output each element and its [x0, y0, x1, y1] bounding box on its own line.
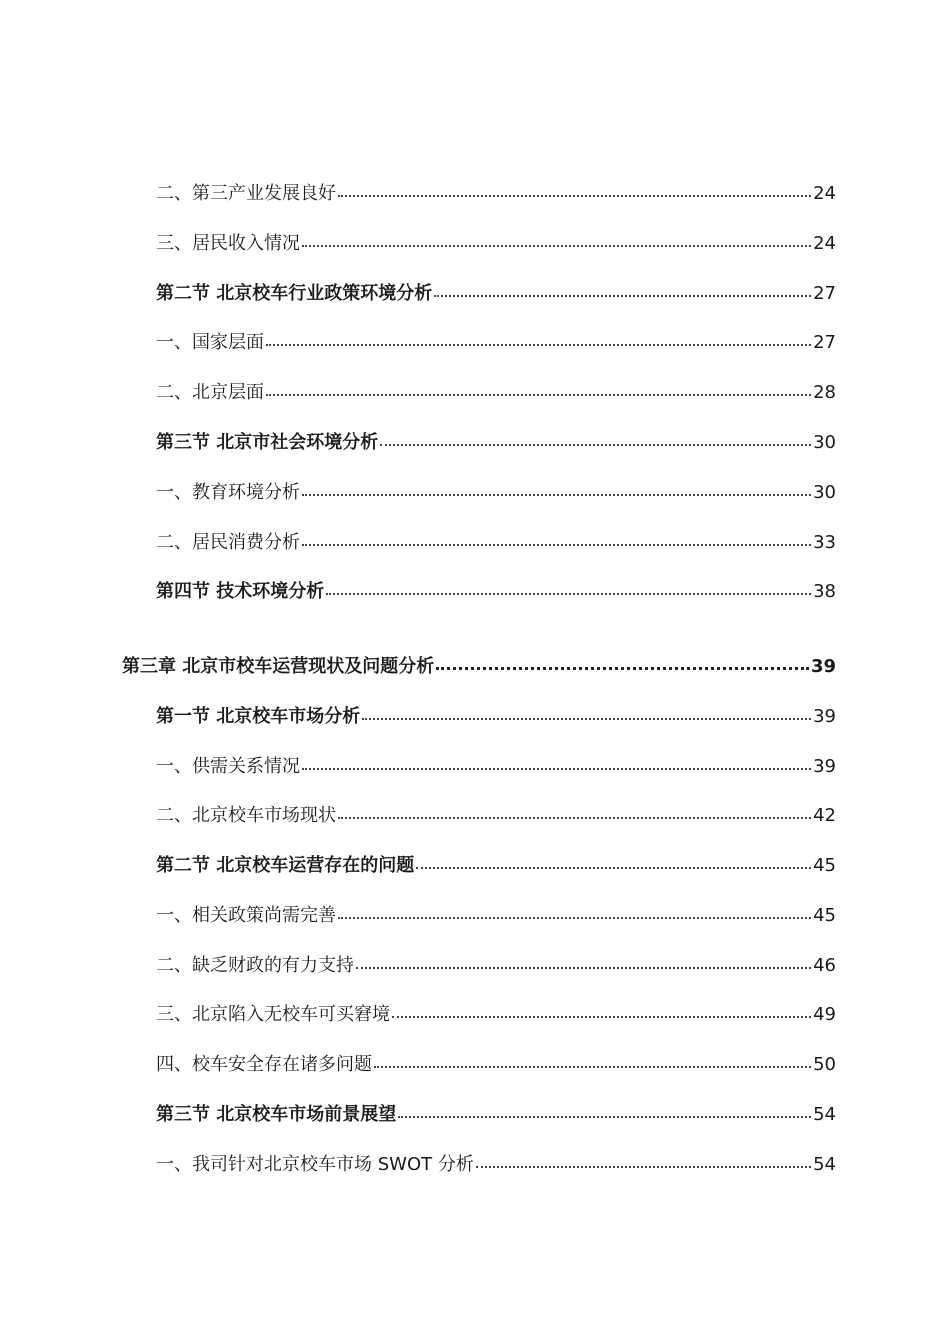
toc-entry-page: 46 — [813, 955, 836, 976]
toc-entry[interactable] — [156, 380, 836, 406]
dot-leader — [436, 667, 809, 670]
toc-entry-title: 二、北京层面 — [156, 382, 264, 403]
toc-entry-page: 54 — [813, 1104, 836, 1125]
dot-leader — [374, 1066, 811, 1068]
toc-entry-title: 一、教育环境分析 — [156, 482, 300, 503]
toc-entry-page: 39 — [813, 756, 836, 777]
dot-leader — [380, 444, 811, 446]
toc-entry-title: 一、相关政策尚需完善 — [156, 905, 336, 926]
toc-entry-page: 50 — [813, 1054, 836, 1075]
toc-entry-title: 第四节 技术环境分析 — [156, 581, 325, 602]
dot-leader — [302, 245, 811, 247]
toc-entry-title: 第三节 北京市社会环境分析 — [156, 432, 379, 453]
dot-leader — [356, 967, 811, 969]
toc-entry-title: 二、第三产业发展良好 — [156, 183, 336, 204]
toc-entry-title: 二、缺乏财政的有力支持 — [156, 955, 354, 976]
dot-leader — [398, 1116, 811, 1118]
toc-entry-page: 27 — [813, 283, 836, 304]
toc-entry[interactable] — [156, 803, 836, 829]
toc-entry[interactable] — [156, 903, 836, 929]
toc-entry[interactable] — [122, 654, 836, 680]
toc-entry[interactable] — [156, 953, 836, 979]
toc-entry-page: 42 — [813, 805, 836, 826]
toc-entry-page: 39 — [810, 656, 836, 677]
toc-entry-page: 38 — [813, 581, 836, 602]
dot-leader — [338, 917, 811, 919]
dot-leader — [266, 394, 811, 396]
toc-entry-page: 24 — [813, 233, 836, 254]
toc-entry[interactable] — [156, 1052, 836, 1078]
toc-entry[interactable] — [156, 754, 836, 780]
dot-leader — [338, 195, 811, 197]
toc-entry-page: 49 — [813, 1004, 836, 1025]
toc-entry-title: 第一节 北京校车市场分析 — [156, 706, 361, 727]
toc-entry-title: 第二节 北京校车运营存在的问题 — [156, 855, 415, 876]
toc-entry-title: 一、国家层面 — [156, 332, 264, 353]
toc-entry-page: 54 — [813, 1154, 836, 1175]
toc-entry[interactable] — [156, 281, 836, 307]
toc-entry-page: 30 — [813, 432, 836, 453]
toc-entry[interactable] — [156, 430, 836, 456]
toc-entry[interactable] — [156, 530, 836, 556]
dot-leader — [326, 593, 811, 595]
toc-entry-title: 第三节 北京校车市场前景展望 — [156, 1104, 397, 1125]
toc-entry-title: 四、校车安全存在诸多问题 — [156, 1054, 372, 1075]
dot-leader — [266, 344, 811, 346]
dot-leader — [362, 718, 811, 720]
toc-entry-page: 27 — [813, 332, 836, 353]
toc-entry-title: 一、我司针对北京校车市场 SWOT 分析 — [156, 1154, 474, 1175]
toc-entry-title: 三、居民收入情况 — [156, 233, 300, 254]
toc-entry-page: 28 — [813, 382, 836, 403]
toc-entry-title: 一、供需关系情况 — [156, 756, 300, 777]
toc-entry-page: 30 — [813, 482, 836, 503]
toc-entry[interactable] — [156, 480, 836, 506]
toc-entry-title: 二、居民消费分析 — [156, 532, 300, 553]
toc-entry-title: 第二节 北京校车行业政策环境分析 — [156, 283, 433, 304]
toc-entry[interactable] — [156, 853, 836, 879]
dot-leader — [476, 1166, 811, 1168]
dot-leader — [434, 295, 811, 297]
toc-entry[interactable] — [156, 231, 836, 257]
toc-entry-page: 24 — [813, 183, 836, 204]
toc-entry-page: 39 — [813, 706, 836, 727]
toc-entry-title: 二、北京校车市场现状 — [156, 805, 336, 826]
toc-entry-page: 45 — [813, 905, 836, 926]
toc-entry-title: 第三章 北京市校车运营现状及问题分析 — [122, 656, 435, 677]
dot-leader — [338, 817, 811, 819]
dot-leader — [416, 867, 811, 869]
toc-entry[interactable] — [156, 1152, 836, 1178]
toc-entry[interactable] — [156, 330, 836, 356]
toc-entry[interactable] — [156, 1102, 836, 1128]
dot-leader — [302, 768, 811, 770]
toc-entry-page: 33 — [813, 532, 836, 553]
toc-entry[interactable] — [156, 579, 836, 605]
toc-entry[interactable] — [156, 181, 836, 207]
dot-leader — [392, 1016, 811, 1018]
dot-leader — [302, 494, 811, 496]
toc-entry[interactable] — [156, 1002, 836, 1028]
dot-leader — [302, 544, 811, 546]
toc-entry-title: 三、北京陷入无校车可买窘境 — [156, 1004, 390, 1025]
toc-entry-page: 45 — [813, 855, 836, 876]
toc-entry[interactable] — [156, 704, 836, 730]
